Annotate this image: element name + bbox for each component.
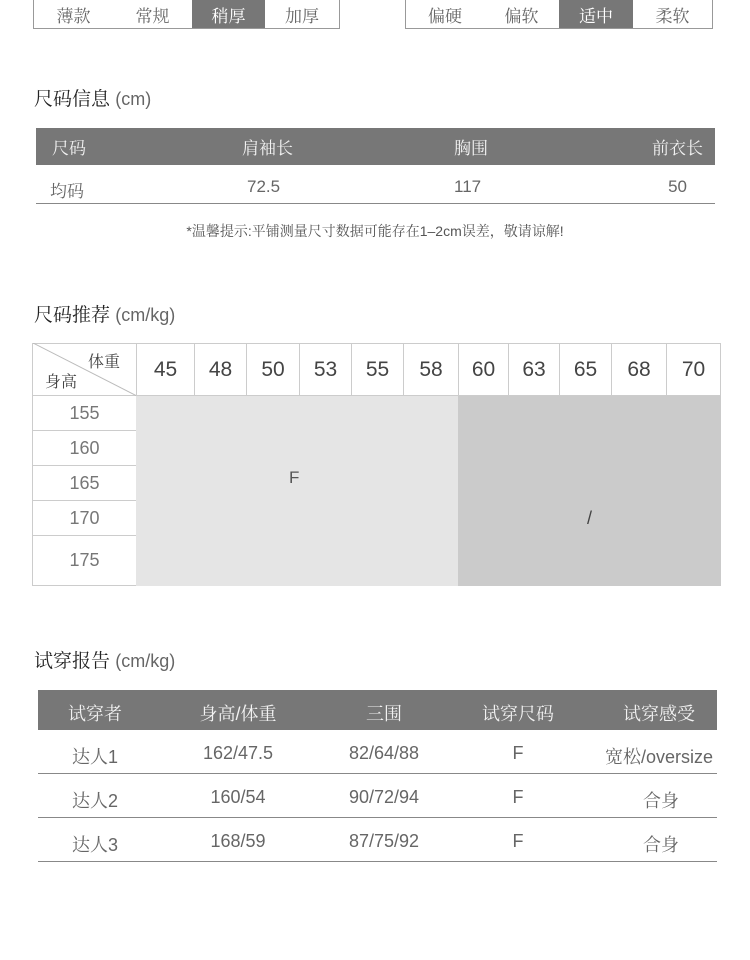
trial-row <box>38 818 717 862</box>
weight-cell: 53 <box>299 343 351 396</box>
weight-cell: 70 <box>666 343 721 396</box>
weight-cell: 65 <box>559 343 611 396</box>
softness-selector <box>405 0 713 29</box>
trial-title-text: 试穿报告 <box>34 651 111 672</box>
trial-header-size: 试穿尺码 <box>482 704 554 724</box>
weight-cell: 68 <box>611 343 666 396</box>
corner-height-label: 身高 <box>45 374 78 391</box>
height-cell: 160 <box>32 431 136 466</box>
trial-cell-measurements: 87/75/92 <box>348 831 420 851</box>
size-info-header-chest: 胸围 <box>454 139 488 158</box>
trial-header <box>38 690 717 730</box>
trial-cell-feeling: 宽松/oversize <box>604 747 713 767</box>
recommend-grid <box>32 343 721 586</box>
corner-weight-label: 体重 <box>87 354 120 371</box>
weight-cell: 60 <box>458 343 508 396</box>
trial-cell-size: F <box>512 743 524 763</box>
weight-cell: 55 <box>351 343 403 396</box>
size-info-cell-chest: 117 <box>454 177 482 196</box>
trial-cell-size: F <box>512 787 524 807</box>
size-info-row <box>36 165 715 204</box>
size-info-header-size: 尺码 <box>52 139 86 158</box>
recommend-unit: (cm/kg) <box>115 305 176 325</box>
trial-cell-height-weight: 160/54 <box>210 787 266 807</box>
thickness-option-thin[interactable]: 薄款 <box>56 6 91 26</box>
trial-cell-tester: 达人1 <box>71 747 118 767</box>
trial-cell-feeling: 合身 <box>643 791 679 811</box>
weight-cell: 50 <box>246 343 299 396</box>
weight-cell: 45 <box>136 343 194 396</box>
size-info-title-text: 尺码信息 <box>34 89 111 110</box>
weight-cell: 48 <box>194 343 246 396</box>
recommend-title <box>34 300 175 327</box>
thickness-option-regular[interactable]: 常规 <box>135 6 170 26</box>
trial-row <box>38 730 717 774</box>
trial-header-height-weight: 身高/体重 <box>199 704 277 724</box>
trial-cell-measurements: 82/64/88 <box>348 743 420 763</box>
trial-header-tester: 试穿者 <box>68 704 122 724</box>
size-info-cell-sleeve: 72.5 <box>247 177 281 196</box>
trial-cell-tester: 达人3 <box>71 835 118 855</box>
trial-title <box>34 646 175 673</box>
trial-cell-height-weight: 168/59 <box>210 831 266 851</box>
height-cell: 155 <box>32 396 136 431</box>
trial-header-feeling: 试穿感受 <box>623 704 695 724</box>
softness-option-medium[interactable]: 适中 <box>559 0 633 28</box>
size-info-note: *温馨提示:平铺测量尺寸数据可能存在1–2cm误差，敬请谅解! <box>186 223 564 239</box>
height-cell: 165 <box>32 466 136 501</box>
size-info-unit: (cm) <box>115 89 152 109</box>
trial-cell-height-weight: 162/47.5 <box>202 743 274 763</box>
trial-cell-measurements: 90/72/94 <box>348 787 420 807</box>
softness-option-very-soft[interactable]: 柔软 <box>655 6 690 26</box>
height-cell: 170 <box>32 501 136 536</box>
nofit-size-label: / <box>587 508 593 528</box>
trial-cell-size: F <box>512 831 524 851</box>
fit-region <box>136 396 458 586</box>
weight-cell: 58 <box>403 343 458 396</box>
size-info-cell-size: 均码 <box>50 182 84 201</box>
size-info-title <box>34 84 151 111</box>
nofit-region <box>458 396 721 586</box>
trial-cell-tester: 达人2 <box>71 791 118 811</box>
thickness-option-slightly-thick[interactable]: 稍厚 <box>192 0 265 28</box>
size-info-header <box>36 128 715 165</box>
size-info-header-sleeve: 肩袖长 <box>242 139 293 158</box>
thickness-selector <box>33 0 340 29</box>
fit-size-label: F <box>289 468 300 487</box>
size-info-cell-length: 50 <box>668 177 687 196</box>
weight-cell: 63 <box>508 343 559 396</box>
thickness-option-thick[interactable]: 加厚 <box>285 6 319 26</box>
softness-option-soft[interactable]: 偏软 <box>504 6 539 26</box>
recommend-title-text: 尺码推荐 <box>34 305 111 326</box>
trial-header-measurements: 三围 <box>366 704 402 724</box>
size-info-header-length: 前衣长 <box>652 139 703 158</box>
recommend-corner-cell <box>32 343 136 396</box>
trial-cell-feeling: 合身 <box>643 835 679 855</box>
trial-row <box>38 774 717 818</box>
trial-unit: (cm/kg) <box>115 651 176 671</box>
softness-option-stiff[interactable]: 偏硬 <box>428 6 462 26</box>
height-cell: 175 <box>32 536 136 586</box>
